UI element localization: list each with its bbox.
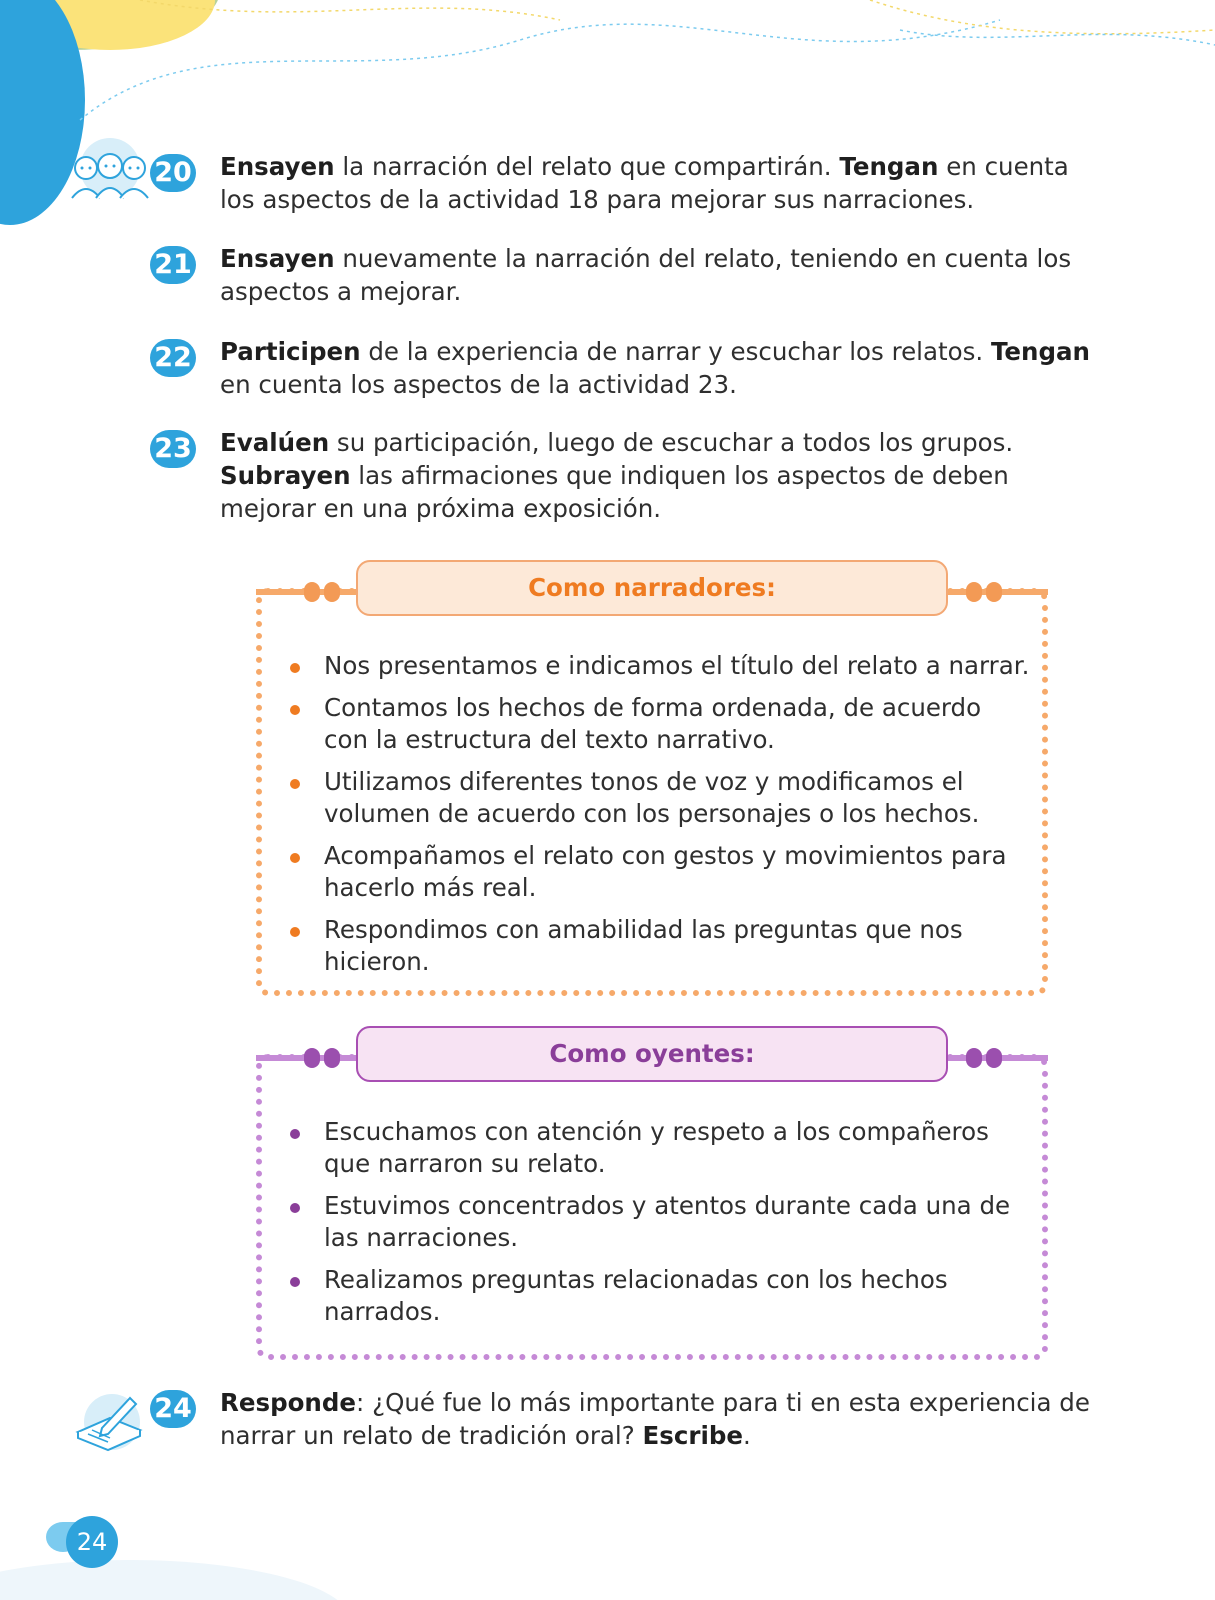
action-verb: Tengan	[839, 152, 939, 181]
instruction-text: en cuenta los aspectos de la actividad 18 para mejorar sus narraciones.	[220, 152, 1069, 214]
narradores-list	[290, 650, 1030, 988]
action-verb: Ensayen	[220, 244, 335, 273]
group-of-students-icon	[66, 138, 156, 202]
oyentes-header	[256, 1026, 1048, 1086]
activity-number: 21	[150, 246, 196, 284]
action-verb: Subrayen	[220, 461, 351, 490]
oyentes-title: Como oyentes:	[356, 1026, 948, 1082]
activity-text	[220, 335, 1110, 401]
activity-text	[220, 426, 1110, 525]
list-item: Nos presentamos e indicamos el título del relato a narrar.	[290, 650, 1030, 682]
narradores-title: Como narradores:	[356, 560, 948, 616]
instruction-text: de la experiencia de narrar y escuchar los relatos.	[360, 337, 991, 366]
activity-number: 24	[150, 1390, 196, 1428]
instruction-text: en cuenta los aspectos de la actividad 23.	[220, 370, 737, 399]
action-verb: Participen	[220, 337, 361, 366]
instruction-text: su participación, luego de escuchar a todos los grupos.	[329, 428, 1014, 457]
book-and-pencil-icon	[74, 1392, 144, 1454]
activity-23	[150, 426, 1110, 525]
list-item: Escuchamos con atención y respeto a los compañeros que narraron su relato.	[290, 1116, 1030, 1180]
list-item: Estuvimos concentrados y atentos durante cada una de las narraciones.	[290, 1190, 1030, 1254]
page-number: 24	[66, 1516, 118, 1568]
action-verb: Responde	[220, 1388, 357, 1417]
activity-text	[220, 1386, 1110, 1452]
list-item: Contamos los hechos de forma ordenada, de acuerdo con la estructura del texto narrativo.	[290, 692, 1030, 756]
activity-number: 23	[150, 430, 196, 468]
action-verb: Ensayen	[220, 152, 335, 181]
list-item: Utilizamos diferentes tonos de voz y modificamos el volumen de acuerdo con los personajes o los hechos.	[290, 766, 1030, 830]
action-verb: Escribe	[642, 1421, 743, 1450]
oyentes-list	[290, 1116, 1030, 1338]
activity-text	[220, 242, 1110, 308]
activity-21	[150, 242, 1110, 308]
instruction-text: la narración del relato que compartirán.	[334, 152, 840, 181]
list-item: Respondimos con amabilidad las preguntas que nos hicieron.	[290, 914, 1030, 978]
action-verb: Tengan	[990, 337, 1090, 366]
activity-number: 22	[150, 339, 196, 377]
instruction-text: : ¿Qué fue lo más importante para ti en esta experiencia de narrar un relato de tradición oral?	[220, 1388, 1090, 1450]
list-item: Realizamos preguntas relacionadas con los hechos narrados.	[290, 1264, 1030, 1328]
instruction-text: .	[743, 1421, 751, 1450]
instruction-text: nuevamente la narración del relato, teniendo en cuenta los aspectos a mejorar.	[220, 244, 1072, 306]
instruction-text: las afirmaciones que indiquen los aspectos de deben mejorar en una próxima exposición.	[220, 461, 1009, 523]
activity-number: 20	[150, 154, 196, 192]
activity-22	[150, 335, 1110, 401]
activity-20	[150, 150, 1110, 216]
action-verb: Evalúen	[220, 428, 330, 457]
list-item: Acompañamos el relato con gestos y movimientos para hacerlo más real.	[290, 840, 1030, 904]
narradores-header	[256, 560, 1048, 620]
activity-24	[150, 1386, 1110, 1452]
activity-text	[220, 150, 1110, 216]
